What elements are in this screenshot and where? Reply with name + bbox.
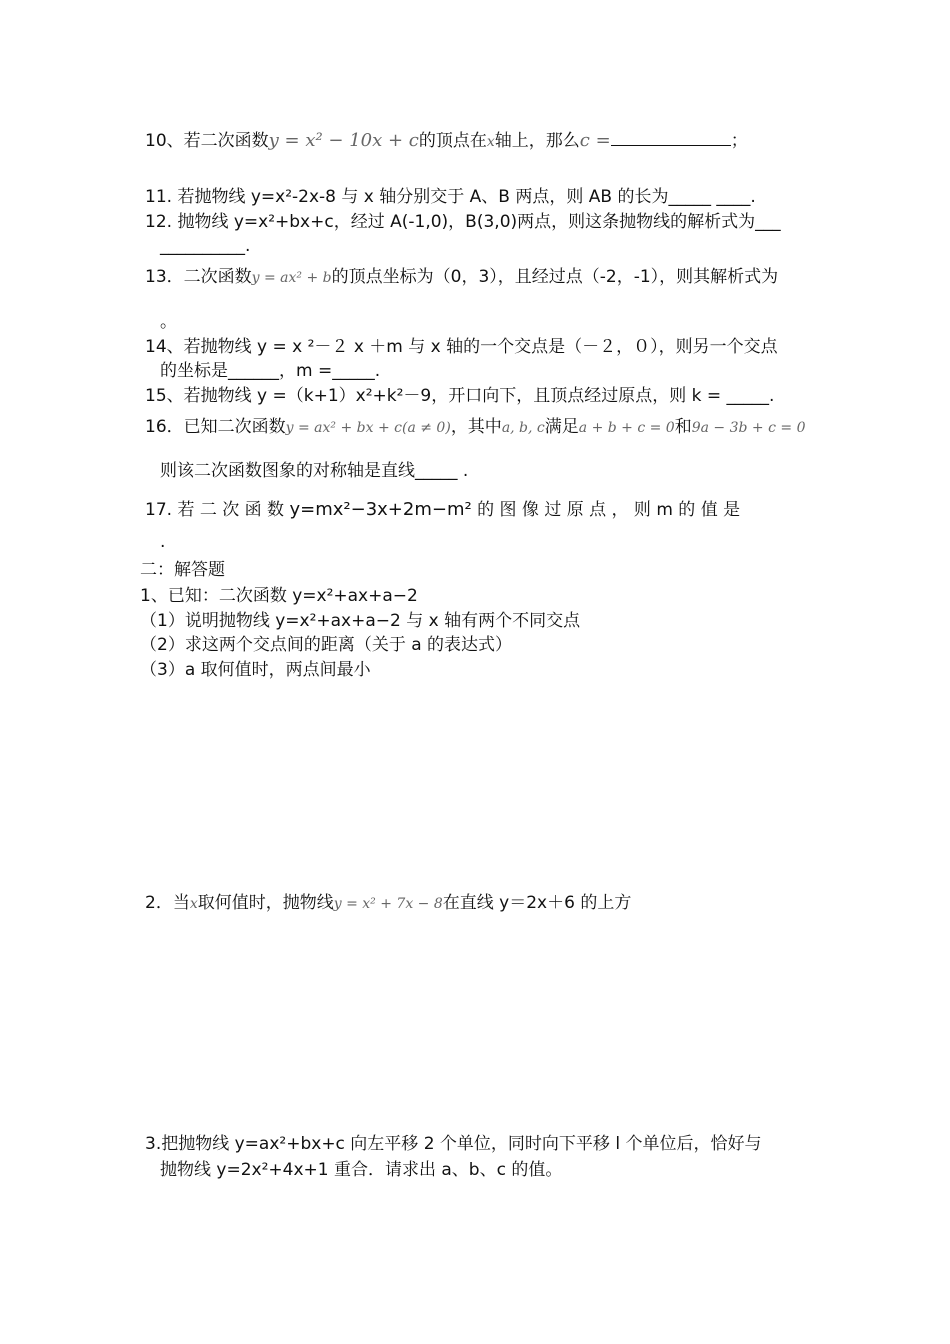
p2-prefix: 2．当 [145,893,190,913]
problem-1-head: 1、已知：二次函数 y=x²+ax+a−2 [140,586,418,606]
problem-1-part-2: （2）求这两个交点间的距离（关于 a 的表达式） [140,635,513,655]
q17-post: 的 图 像 过 原 点 ， 则 m 的 值 是 [471,500,741,520]
p2-formula: y = x² + 7x − 8 [333,896,443,912]
q16-formula-1: y = ax² + bx + c(a ≠ 0) [285,420,451,436]
q10-formula: y = x² − 10x + c [268,130,419,151]
q16-prefix: 16．已知二次函数 [145,417,286,437]
question-17 [145,499,740,521]
question-15: 15、若抛物线 y =（k+1）x²+k²－9，开口向下，且顶点经过原点，则 k = _____. [145,386,775,406]
problem-2 [145,892,631,915]
p2-middle: 取何值时，抛物线 [197,893,334,913]
q10-middle: 的顶点在 [418,131,487,151]
section-title: 二：解答题 [140,560,225,580]
q16-middle-1: ，其中 [450,417,502,437]
question-14-line-2: 的坐标是______，m =_____. [160,361,381,381]
question-12-line-2: __________. [160,236,251,256]
question-16 [145,416,805,439]
q10-end: ； [730,131,748,151]
q16-middle-2: 满足 [544,417,579,437]
problem-3-line-2: 抛物线 y=2x²+4x+1 重合．请求出 a、b、c 的值。 [160,1160,563,1180]
q17-formula: y=mx²−3x+2m−m² [289,499,472,520]
problem-3-line-1: 3.把抛物线 y=ax²+bx+c 向左平移 2 个单位，同时向下平移 l 个单位后，恰好与 [145,1134,762,1154]
q13-formula: y = ax² + b [251,270,332,286]
question-14-line-1: 14、若抛物线 y = x ²－２ x ＋m 与 x 轴的一个交点是（－２，０），则另一个交点 [145,337,778,357]
q13-post: 的顶点坐标为（0，3），且经过点（-2，-1），则其解析式为 [331,267,779,287]
q10-answer-blank [611,129,731,146]
q13-prefix: 13．二次函数 [145,267,252,287]
question-10 [145,129,748,153]
q10-post: 轴上，那么 [494,131,580,151]
q11-text: 11. 若抛物线 y=x²-2x-8 与 x 轴分别交于 A、B 两点，则 AB 的长为 [145,187,669,207]
problem-1-part-1: （1）说明抛物线 y=x²+ax+a−2 与 x 轴有两个不同交点 [140,611,581,631]
q16-formula-3: a + b + c = 0 [578,420,675,436]
problem-1-part-3: （3）a 取何值时，两点间最小 [140,660,371,680]
question-16-line-2: 则该二次函数图象的对称轴是直线_____ . [160,461,469,481]
q16-formula-2: a, b, c [501,420,545,436]
q17-prefix: 17. 若 二 次 函 数 [145,500,290,520]
question-11 [145,186,756,208]
question-13 [145,266,778,289]
q10-x-variable: x [486,134,495,150]
question-17-line-2: . [160,532,166,552]
p2-x-variable: x [189,896,198,912]
q16-middle-3: 和 [674,417,692,437]
question-12-line-1: 12. 抛物线 y=x²+bx+c，经过 A(-1,0)，B(3,0)两点，则这条抛物线的解析式为___ [145,212,781,232]
q10-c-variable: c = [579,130,611,151]
q16-formula-4: 9a − 3b + c = 0 [691,420,806,436]
q10-prefix: 10、若二次函数 [145,131,269,151]
question-13-line-2: 。 [160,312,177,332]
p2-post: 在直线 y＝2x＋6 的上方 [442,893,632,913]
q11-answer-blank: _____ ____. [668,187,756,207]
